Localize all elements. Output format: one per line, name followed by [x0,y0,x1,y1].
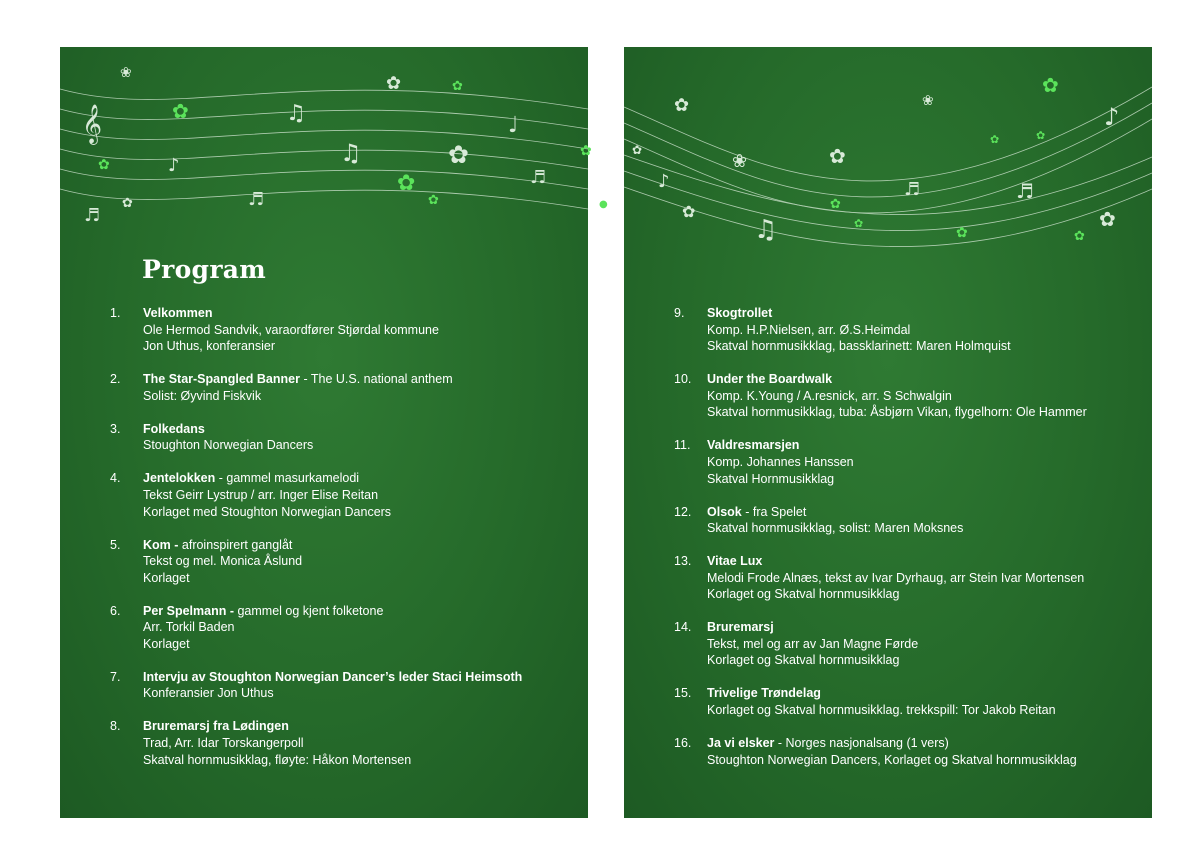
flower-icon: ❀ [922,93,934,109]
program-item-detail: Korlaget og Skatval hornmusikklag [707,587,900,602]
program-item-number: 12. [674,504,692,519]
program-item [110,718,580,768]
program-item-number: 2. [110,372,121,387]
program-item-title: Under the Boardwalk [707,372,833,387]
program-item-detail: Korlaget [143,570,190,585]
flower-icon: ❀ [120,65,132,81]
music-note-icon: ♩ [508,113,519,138]
program-item-detail: Skatval hornmusikklag, fløyte: Håkon Mortensen [143,752,412,767]
program-item-heading [707,619,1144,636]
program-item-detail: Skatval hornmusikklag, tuba: Åsbjørn Vikan, flygelhorn: Ole Hammer [707,405,1087,420]
program-item-detail: Skatval hornmusikklag, solist: Maren Moksnes [707,521,964,536]
program-item-number: 5. [110,537,121,552]
flower-icon: ❀ [732,151,748,172]
program-item-number: 13. [674,554,692,569]
program-item-title: Bruremarsj fra Lødingen [143,719,289,734]
program-item [110,669,580,702]
program-item [674,371,1144,421]
program-item-heading [143,718,580,735]
clover-icon: ✿ [1099,207,1116,231]
program-item-heading [707,371,1144,388]
music-note-icon: ♫ [754,215,778,245]
program-item [110,421,580,454]
clover-icon: ✿ [428,193,439,208]
program-item [110,305,580,355]
program-item-detail: Arr. Torkil Baden [143,620,235,635]
program-item [110,537,580,587]
program-item-title: The Star-Spangled Banner [143,372,300,387]
program-item-number: 14. [674,620,692,635]
program-item-detail: Tekst og mel. Monica Åslund [143,554,303,569]
program-item-heading [143,421,580,438]
music-note-icon: ♫ [340,139,362,167]
music-staff-decoration [624,47,1152,277]
music-note-icon: ♬ [248,189,265,210]
program-item [674,619,1144,669]
program-item-number: 6. [110,603,121,618]
program-item-detail: Skatval Hornmusikklag [707,471,835,486]
program-item-number: 8. [110,719,121,734]
program-item-detail: Komp. K.Young / A.resnick, arr. S Schwalgin [707,388,952,403]
program-item-detail: Korlaget og Skatval hornmusikklag. trekkspill: Tor Jakob Reitan [707,703,1056,718]
program-item-title: Bruremarsj [707,620,774,635]
program-item-detail: Ole Hermod Sandvik, varaordfører Stjørdal kommune [143,322,439,337]
clover-icon: ✿ [397,171,416,196]
program-item [110,371,580,404]
program-item [674,305,1144,355]
program-page-right [624,47,1152,818]
program-item-heading [143,470,580,487]
clover-icon: ✿ [674,95,690,116]
program-item [110,470,580,520]
clover-icon: ✿ [632,143,643,157]
program-item-heading [143,603,580,620]
program-item-number: 1. [110,306,121,320]
program-item-detail: Jon Uthus, konferansier [143,339,276,354]
program-item-number: 3. [110,421,121,436]
program-item-title: Per Spelmann - [143,603,234,618]
program-item [674,735,1144,768]
program-item-title: Jentelokken [143,471,216,486]
program-item-detail: Komp. Johannes Hanssen [707,454,854,469]
program-item-heading [707,305,1144,322]
program-item-detail: Stoughton Norwegian Dancers [143,438,314,453]
program-item-heading [707,553,1144,570]
program-item [674,685,1144,718]
program-item-title: Vitae Lux [707,554,763,569]
program-item-heading [707,437,1144,454]
music-note-icon: ♬ [530,167,547,188]
clover-icon: ✿ [1042,73,1059,97]
program-item-heading [143,669,580,686]
program-page-left [60,47,592,818]
program-item-detail: Trad, Arr. Idar Torskangerpoll [143,736,304,751]
program-list-right [674,305,1144,785]
clover-icon: ✿ [122,196,133,211]
program-item-title: Valdresmarsjen [707,438,800,453]
program-item [674,437,1144,487]
program-item-detail: Korlaget [143,636,190,651]
program-item-heading [143,537,580,554]
program-item-subtitle: afroinspirert ganglåt [178,537,293,552]
program-item-detail: Melodi Frode Alnæs, tekst av Ivar Dyrhaug, arr Stein Ivar Mortensen [707,570,1085,585]
clover-icon: ✿ [956,225,968,241]
program-item-heading [707,685,1144,702]
program-item-number: 16. [674,736,692,751]
treble-clef-icon: 𝄞 [82,104,103,144]
program-item-number: 4. [110,471,121,486]
clover-icon: ✿ [854,217,864,230]
clover-icon: ✿ [830,197,841,212]
program-item-title: Velkommen [143,306,213,320]
clover-icon: ✿ [580,143,592,159]
music-staff-decoration [60,47,588,277]
clover-icon: ✿ [1074,229,1085,244]
program-item-detail: Solist: Øyvind Fiskvik [143,388,262,403]
clover-icon: ✿ [1036,129,1046,142]
program-item-detail: Tekst Geirr Lystrup / arr. Inger Elise Reitan [143,487,379,502]
program-item-number: 9. [674,306,685,320]
music-note-icon: ♬ [904,179,921,200]
program-item-subtitle: - gammel masurkamelodi [215,471,360,486]
program-item-detail: Komp. H.P.Nielsen, arr. Ø.S.Heimdal [707,322,911,337]
clover-icon: ✿ [448,140,469,169]
program-item-detail: Korlaget og Skatval hornmusikklag [707,653,900,668]
clover-icon: ✿ [386,73,402,94]
program-item-subtitle: - fra Spelet [741,504,807,519]
program-item-subtitle: - The U.S. national anthem [299,372,453,387]
music-note-icon: ♪ [658,171,670,192]
program-item-title: Olsok [707,504,742,519]
clover-icon: ✿ [990,133,1000,146]
program-item-number: 15. [674,686,692,701]
clover-icon: ● [599,199,608,210]
program-item [674,504,1144,537]
program-item-title: Kom - [143,537,179,552]
music-note-icon: ♫ [286,101,306,126]
program-item-detail: Stoughton Norwegian Dancers, Korlaget og Skatval hornmusikklag [707,752,1077,767]
program-item-number: 11. [674,438,691,453]
program-item-detail: Skatval hornmusikklag, bassklarinett: Maren Holmquist [707,339,1011,354]
program-item-number: 10. [674,372,692,387]
music-note-icon: ♪ [1104,103,1120,131]
program-item-number: 7. [110,669,121,684]
program-item-title: Skogtrollet [707,306,773,320]
program-item-heading [143,371,580,388]
program-item-title: Ja vi elsker [707,736,775,751]
clover-icon: ✿ [98,157,110,173]
program-item-title: Folkedans [143,421,205,436]
program-item-heading [707,504,1144,521]
program-item [110,603,580,653]
clover-icon: ✿ [172,99,189,123]
program-item-detail: Korlaget med Stoughton Norwegian Dancers [143,504,392,519]
music-note-icon: ♬ [1016,179,1034,203]
program-item-heading [707,735,1144,752]
program-item [674,553,1144,603]
clover-icon: ✿ [682,202,696,221]
program-title: Program [142,255,267,284]
music-note-icon: ♪ [168,155,180,176]
program-list-left [110,305,580,785]
program-item-detail: Konferansier Jon Uthus [143,686,274,701]
program-item-detail: Tekst, mel og arr av Jan Magne Førde [707,636,919,651]
program-item-title: Intervju av Stoughton Norwegian Dancer’s leder Staci Heimsoth [143,669,523,684]
program-item-heading [143,305,580,322]
program-item-subtitle: gammel og kjent folketone [234,603,384,618]
music-note-icon: ♬ [84,205,101,226]
clover-icon: ✿ [829,144,846,168]
program-item-subtitle: - Norges nasjonalsang (1 vers) [774,736,949,751]
clover-icon: ✿ [452,79,463,94]
program-item-title: Trivelige Trøndelag [707,686,821,701]
